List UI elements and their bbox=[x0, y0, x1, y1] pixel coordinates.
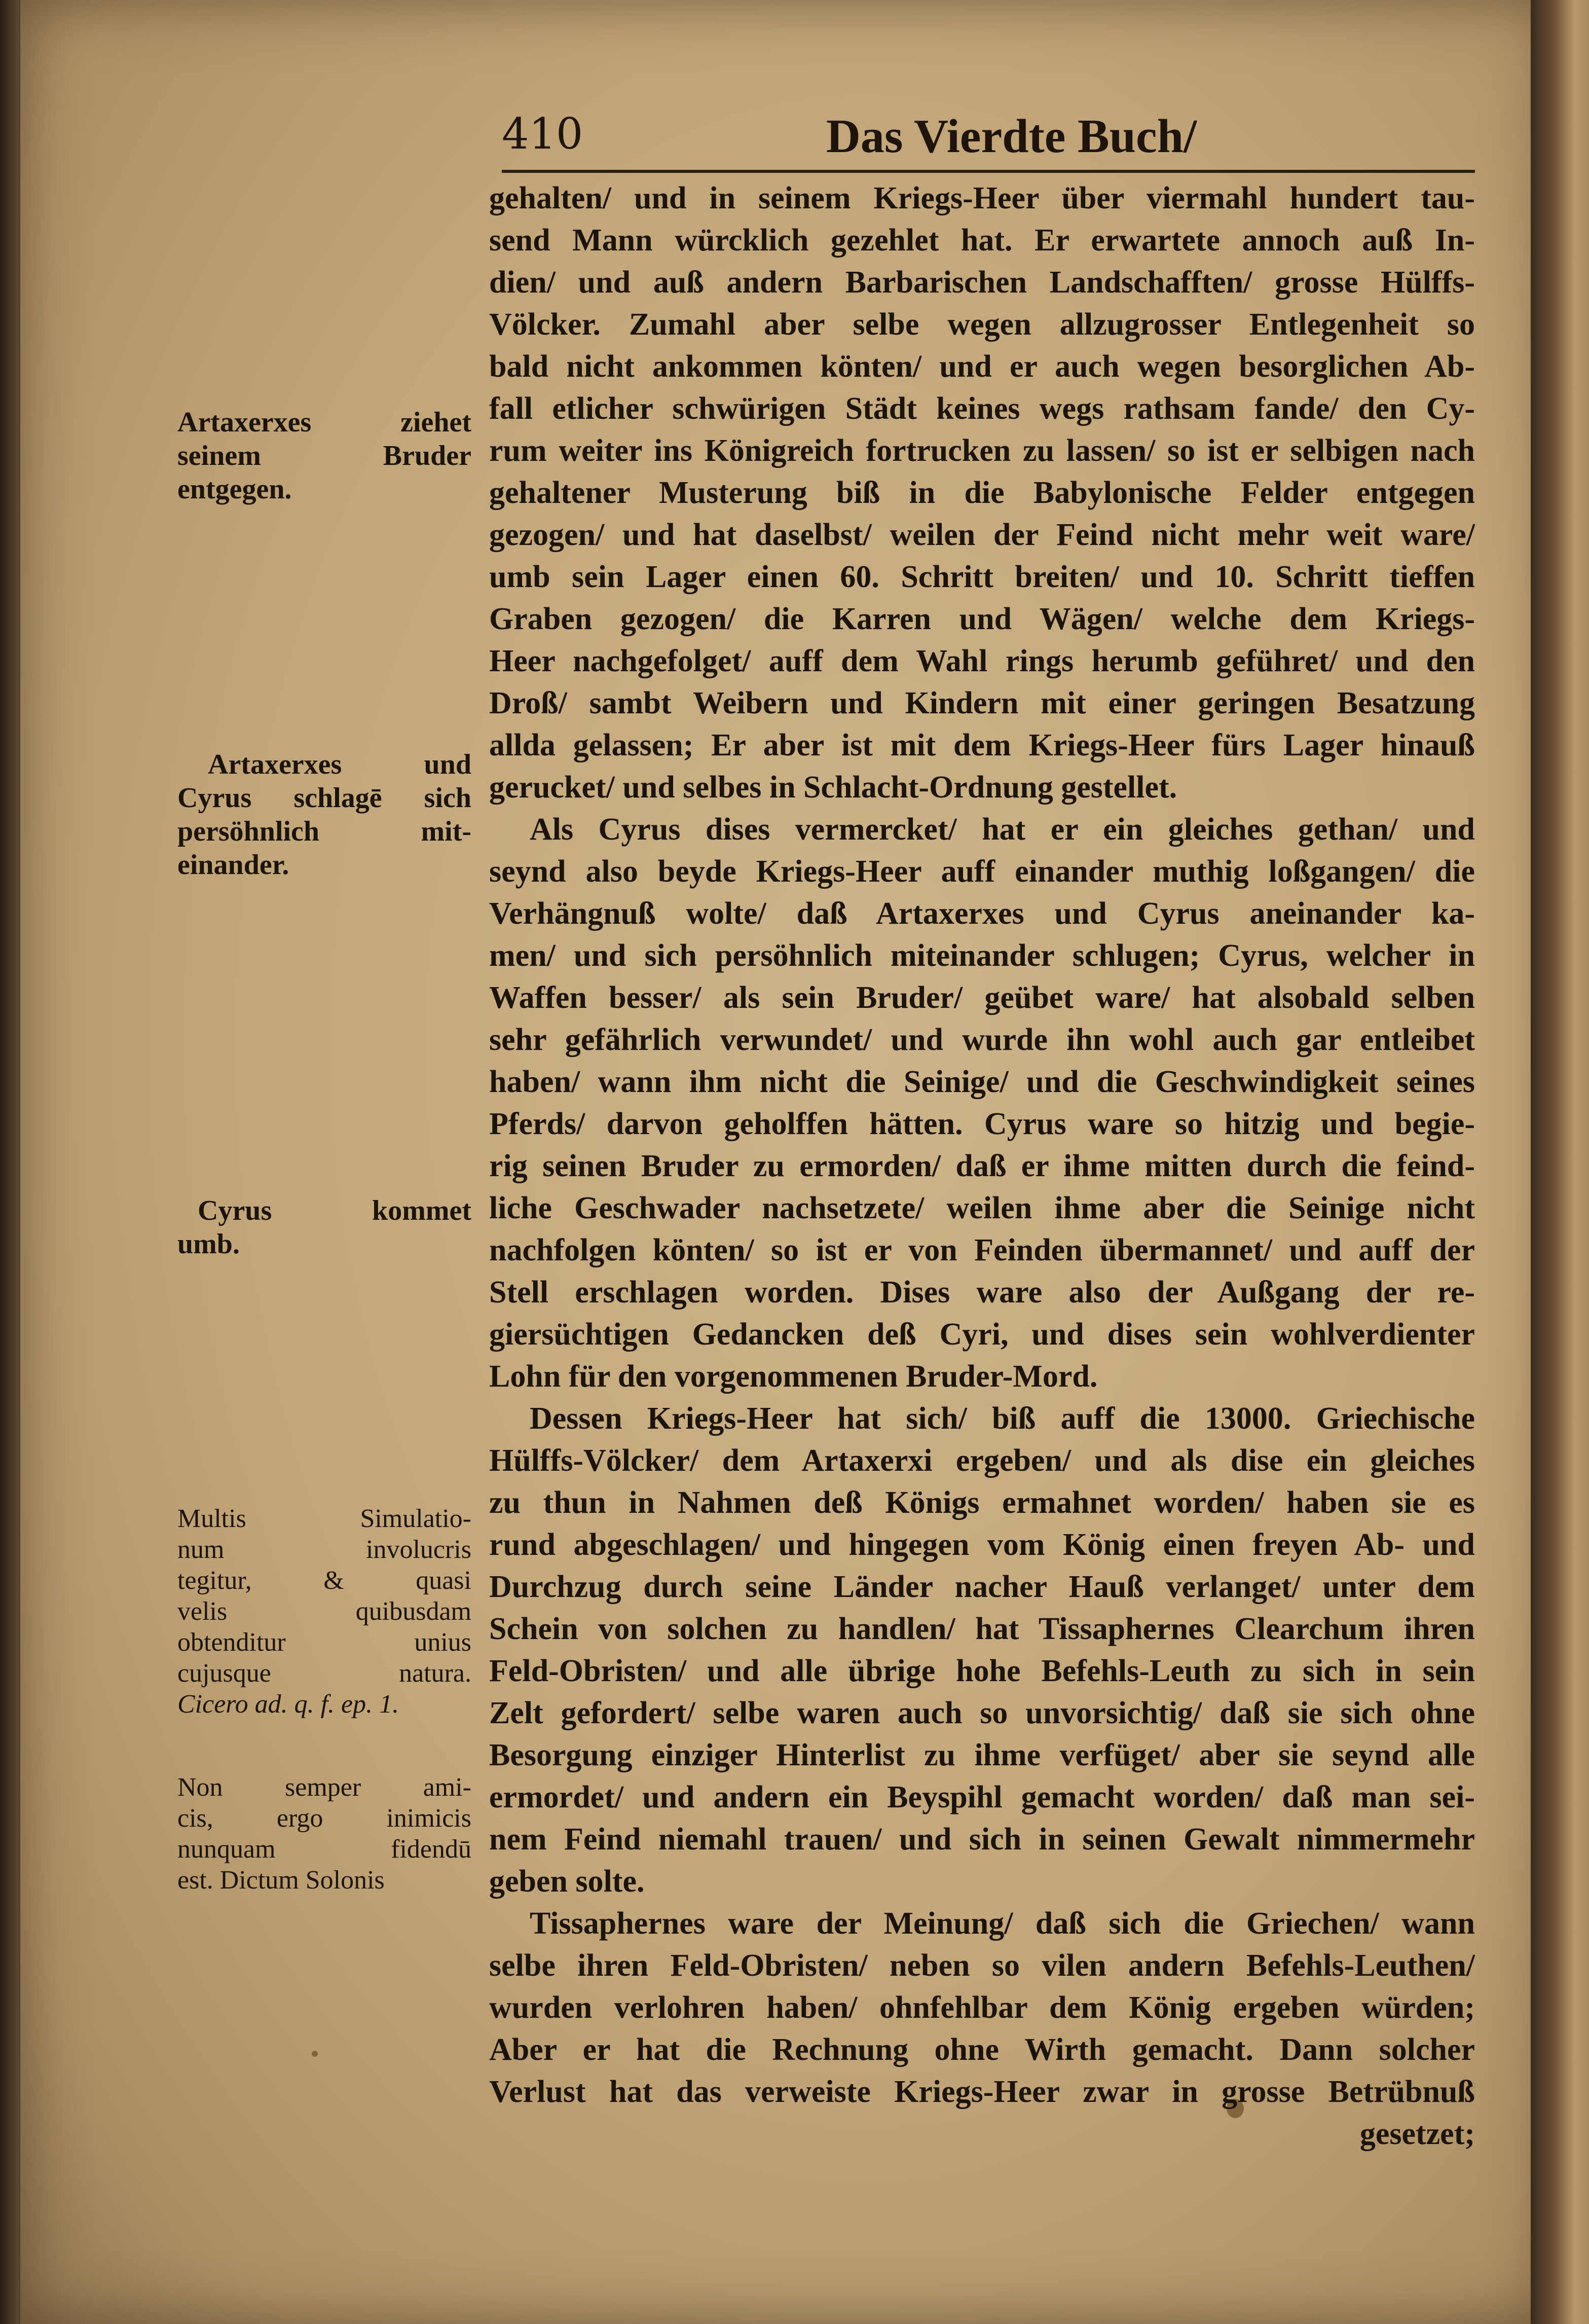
marginal-line: entgegen. bbox=[177, 474, 292, 505]
text-line: rum weiter ins Königreich fortrucken zu lassen/ so ist er selbigen nach bbox=[489, 433, 1475, 468]
marginal-line: seinem Bruder bbox=[177, 440, 471, 471]
text-line: rig seinen Bruder zu ermorden/ daß er ihme mitten durch die feind- bbox=[489, 1149, 1475, 1183]
marginal-note-artaxerxes-advances bbox=[177, 406, 471, 506]
marginal-line: cis, ergo inimicis bbox=[177, 1804, 471, 1833]
text-line: Zelt gefordert/ selbe waren auch so unvorsichtig/ daß sie sich ohne bbox=[489, 1696, 1475, 1730]
text-line: gehalten/ und in seinem Kriegs-Heer über viermahl hundert tau- bbox=[489, 181, 1475, 215]
text-line: allda gelassen; Er aber ist mit dem Kriegs-Heer fürs Lager hinauß bbox=[489, 728, 1475, 762]
header-rule bbox=[502, 170, 1475, 173]
marginal-note-battle bbox=[177, 748, 471, 882]
text-line: Dessen Kriegs-Heer hat sich/ biß auff die 13000. Griechische bbox=[530, 1401, 1475, 1436]
text-line: selbe ihren Feld-Obristen/ neben so vilen andern Befehls-Leuthen/ bbox=[489, 1948, 1475, 1983]
marginal-line: obtenditur unius bbox=[177, 1628, 471, 1657]
marginal-line: tegitur, & quasi bbox=[177, 1566, 471, 1595]
marginal-note-solon-quote bbox=[177, 1772, 471, 1896]
text-line: Besorgung einziger Hinterlist zu ihme verfüget/ aber sie seynd alle bbox=[489, 1738, 1475, 1772]
text-line: nachfolgen könten/ so ist er von Feinden übermannet/ und auff der bbox=[489, 1233, 1475, 1267]
text-line: liche Geschwader nachsetzete/ weilen ihme aber die Seinige nicht bbox=[489, 1191, 1475, 1225]
marginal-line: num involucris bbox=[177, 1535, 471, 1564]
running-head: Das Vierdte Buch/ bbox=[826, 110, 1197, 163]
text-line: Durchzug durch seine Länder nacher Hauß verlanget/ unter dem bbox=[489, 1570, 1475, 1604]
catchword: gesetzet; bbox=[1359, 2117, 1475, 2151]
text-line: dien/ und auß andern Barbarischen Landschafften/ grosse Hülffs- bbox=[489, 265, 1475, 300]
text-line: geben solte. bbox=[489, 1864, 645, 1899]
marginal-line: est. Dictum Solonis bbox=[177, 1866, 385, 1895]
marginal-line: nunquam fidendū bbox=[177, 1835, 471, 1864]
text-line: bald nicht ankommen könten/ und er auch wegen besorglichen Ab- bbox=[489, 349, 1475, 384]
text-line: Als Cyrus dises vermercket/ hat er ein gleiches gethan/ und bbox=[530, 812, 1475, 847]
text-line: gerucket/ und selbes in Schlacht-Ordnung gestellet. bbox=[489, 770, 1177, 805]
text-line: gehaltener Musterung biß in die Babylonische Felder entgegen bbox=[489, 476, 1475, 510]
text-line: giersüchtigen Gedancken deß Cyri, und dises sein wohlverdienter bbox=[489, 1317, 1475, 1352]
text-line: Droß/ sambt Weibern und Kindern mit einer geringen Besatzung bbox=[489, 686, 1475, 720]
text-line: Tissaphernes ware der Meinung/ daß sich die Griechen/ wann bbox=[530, 1906, 1475, 1941]
text-line: sehr gefährlich verwundet/ und wurde ihn wohl auch gar entleibet bbox=[489, 1023, 1475, 1057]
text-line: Pferds/ darvon geholffen hätten. Cyrus ware so hitzig und begie- bbox=[489, 1107, 1475, 1141]
text-line: fall etlicher schwürigen Städt keines wegs rathsam fande/ den Cy- bbox=[489, 391, 1475, 426]
page-header bbox=[502, 109, 1475, 165]
marginal-line: Cyrus kommet bbox=[198, 1195, 471, 1226]
text-line: men/ und sich persöhnlich miteinander schlugen; Cyrus, welcher in bbox=[489, 938, 1475, 973]
marginal-note-cicero-quote bbox=[177, 1503, 471, 1720]
text-line: Waffen besser/ als sein Bruder/ geübet ware/ hat alsobald selben bbox=[489, 981, 1475, 1015]
marginal-line: einander. bbox=[177, 849, 289, 881]
marginal-line: Multis Simulatio- bbox=[177, 1504, 471, 1533]
text-line: gezogen/ und hat daselbst/ weilen der Feind nicht mehr weit ware/ bbox=[489, 518, 1475, 552]
page-number: 410 bbox=[502, 109, 583, 159]
text-line: send Mann würcklich gezehlet hat. Er erwartete annoch auß In- bbox=[489, 223, 1475, 258]
text-line: Verhängnuß wolte/ daß Artaxerxes und Cyrus aneinander ka- bbox=[489, 896, 1475, 931]
marginal-citation: Cicero ad. q. f. ep. 1. bbox=[177, 1690, 399, 1719]
text-line: zu thun in Nahmen deß Königs ermahnet worden/ haben sie es bbox=[489, 1485, 1475, 1520]
paper-stain bbox=[312, 2051, 318, 2057]
text-line: nem Feind niemahl trauen/ und sich in seinen Gewalt nimmermehr bbox=[489, 1822, 1475, 1857]
text-line: Aber er hat die Rechnung ohne Wirth gemacht. Dann solcher bbox=[489, 2032, 1475, 2067]
marginal-line: cujusque natura. bbox=[177, 1659, 471, 1688]
text-line: Völcker. Zumahl aber selbe wegen allzugrosser Entlegenheit so bbox=[489, 307, 1475, 342]
text-line: seynd also beyde Kriegs-Heer auff einander muthig loßgangen/ die bbox=[489, 854, 1475, 889]
text-line: haben/ wann ihm nicht die Seinige/ und die Geschwindigkeit seines bbox=[489, 1065, 1475, 1099]
text-line: Graben gezogen/ die Karren und Wägen/ welche dem Kriegs- bbox=[489, 602, 1475, 636]
text-line: Schein von solchen zu handlen/ hat Tissaphernes Clearchum ihren bbox=[489, 1612, 1475, 1646]
marginal-line: Non semper ami- bbox=[177, 1773, 471, 1802]
marginal-line: persöhnlich mit- bbox=[177, 816, 471, 847]
text-line: Feld-Obristen/ und alle übrige hohe Befehls-Leuth zu sich in sein bbox=[489, 1654, 1475, 1688]
text-line: umb sein Lager einen 60. Schritt breiten/ und 10. Schritt tieffen bbox=[489, 560, 1475, 594]
marginal-line: Cyrus schlagē sich bbox=[177, 782, 471, 814]
text-line: ermordet/ und andern ein Beyspihl gemacht worden/ daß man sei- bbox=[489, 1780, 1475, 1814]
next-page-edge bbox=[1531, 0, 1589, 2324]
text-line: wurden verlohren haben/ ohnfehlbar dem König ergeben würden; bbox=[489, 1990, 1475, 2025]
text-line: Stell erschlagen worden. Dises ware also der Außgang der re- bbox=[489, 1275, 1475, 1310]
text-line: Heer nachgefolget/ auff dem Wahl rings herumb geführet/ und den bbox=[489, 644, 1475, 678]
marginal-line: Artaxerxes ziehet bbox=[177, 407, 471, 438]
text-line: Lohn für den vorgenommenen Bruder-Mord. bbox=[489, 1359, 1098, 1394]
marginal-line: umb. bbox=[177, 1228, 240, 1260]
main-text-column bbox=[489, 177, 1475, 2155]
text-line: rund abgeschlagen/ und hingegen vom König einen freyen Ab- und bbox=[489, 1528, 1475, 1562]
marginal-note-cyrus-dies bbox=[177, 1194, 471, 1261]
text-line: Hülffs-Völcker/ dem Artaxerxi ergeben/ und als dise ein gleiches bbox=[489, 1443, 1475, 1478]
marginal-line: velis quibusdam bbox=[177, 1597, 471, 1626]
marginal-line: Artaxerxes und bbox=[208, 749, 471, 780]
text-line: Verlust hat das verweiste Kriegs-Heer zwar in grosse Betrübnuß bbox=[489, 2075, 1475, 2109]
